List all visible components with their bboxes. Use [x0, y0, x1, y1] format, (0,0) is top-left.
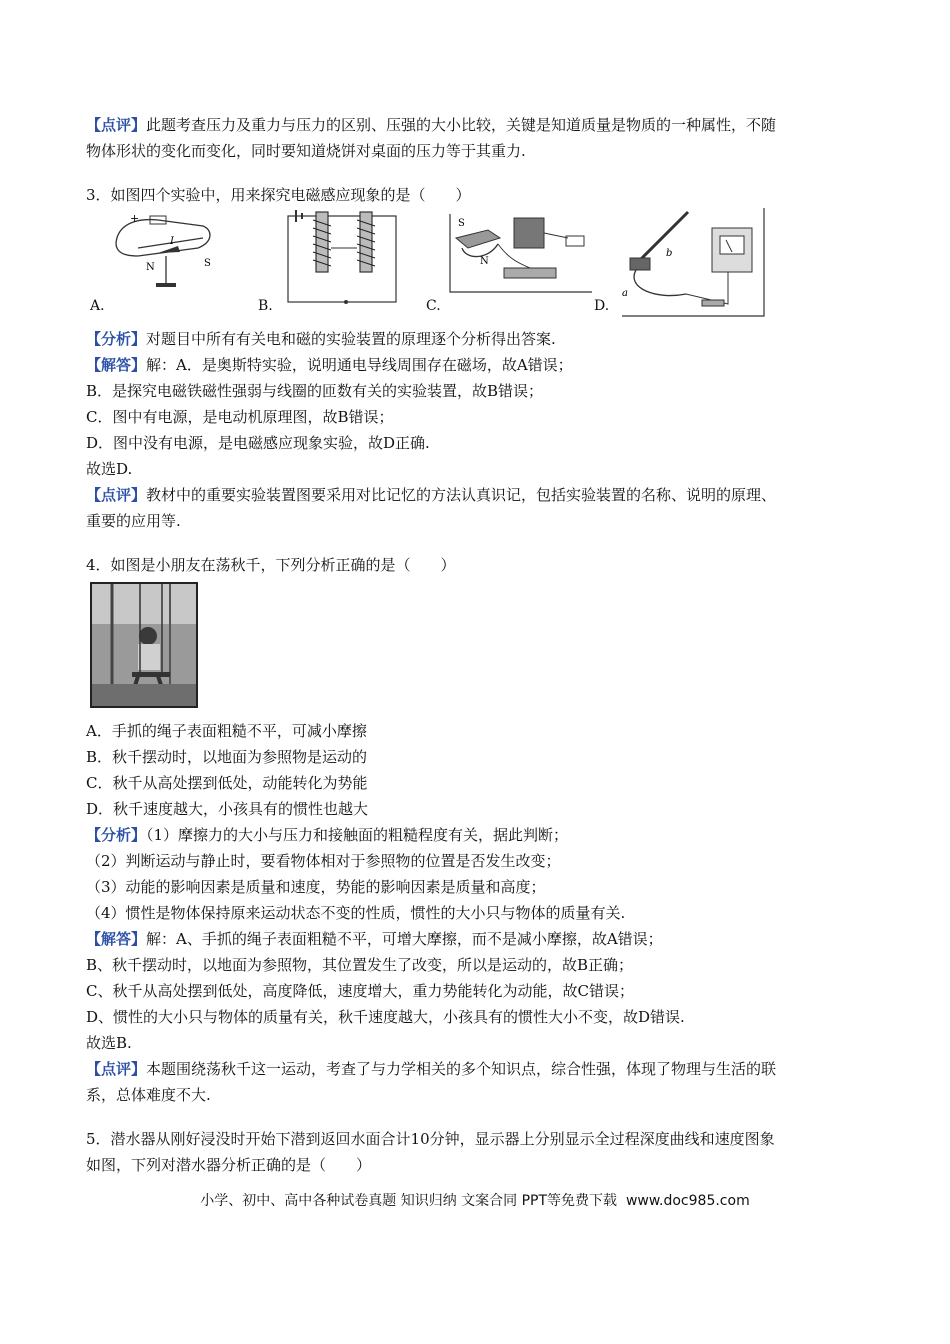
fig-a-current: I: [170, 236, 174, 247]
q4-analysis-line3: （3）动能的影响因素是质量和速度，势能的影响因素是质量和高度；: [86, 878, 546, 896]
analysis-tag: 【分析】: [86, 826, 147, 844]
comment-tag: 【点评】: [86, 116, 147, 134]
q4-option-a: A．手抓的绳子表面粗糙不平，可减小摩擦: [86, 722, 367, 740]
figure-b-electromagnets: [282, 208, 402, 308]
document-body: [86, 112, 866, 1178]
q4-answer-line4: D、惯性的大小只与物体的质量有关，秋千速度越大，小孩具有的惯性大小不变，故D错误.: [86, 1008, 685, 1026]
q4-stem: 4．如图是小朋友在荡秋千，下列分析正确的是（ ）: [86, 556, 456, 574]
q3-answer-line2: B．是探究电磁铁磁性强弱与线圈的匝数有关的实验装置，故B错误；: [86, 382, 544, 400]
figure-label-c: C.: [426, 298, 441, 314]
fig-c-north: N: [480, 256, 489, 267]
q4-comment-line1: 【点评】本题围绕荡秋千这一运动，考查了与力学相关的多个知识点，综合性强，体现了物理与生活的联: [86, 1060, 777, 1078]
q4-answer-line5: 故选B.: [86, 1034, 132, 1052]
page-footer: [0, 1190, 950, 1210]
q3-comment-line2: 重要的应用等.: [86, 512, 181, 530]
q4-answer-line2: B、秋千摆动时，以地面为参照物，其位置发生了改变，所以是运动的，故B正确；: [86, 956, 634, 974]
fig-d-b: b: [666, 248, 673, 259]
q4-analysis-line4: （4）惯性是物体保持原来运动状态不变的性质，惯性的大小只与物体的质量有关.: [86, 904, 626, 922]
q3-answer-line3: C．图中有电源，是电动机原理图，故B错误；: [86, 408, 394, 426]
figure-label-a: A.: [90, 298, 105, 314]
fig-a-plus: +: [130, 212, 140, 225]
q3-answer-line5: 故选D.: [86, 460, 133, 478]
q4-answer-line3: C、秋千从高处摆到低处，高度降低，速度增大，重力势能转化为动能，故C错误；: [86, 982, 634, 1000]
q3-stem: 3．如图四个实验中，用来探究电磁感应现象的是（ ）: [86, 186, 471, 204]
q2-comment-line2: 物体形状的变化而变化，同时要知道烧饼对桌面的压力等于其重力.: [86, 142, 526, 160]
q5-stem-line1: 5．潜水器从刚好浸没时开始下潜到返回水面合计10分钟，显示器上分别显示全过程深度曲线和速度图象: [86, 1130, 775, 1148]
fig-a-south: S: [204, 258, 211, 269]
answer-tag: 【解答】: [86, 356, 147, 374]
fig-a-north: N: [146, 262, 155, 273]
q4-answer-line1: 【解答】解：A、手抓的绳子表面粗糙不平，可增大摩擦，而不是减小摩擦，故A错误；: [86, 930, 663, 948]
q4-option-c: C．秋千从高处摆到低处，动能转化为势能: [86, 774, 368, 792]
footer-text: 小学、初中、高中各种试卷真题 知识归纳 文案合同 PPT等免费下载: [200, 1193, 618, 1209]
swing-photo-image: [92, 584, 196, 706]
q3-figures: [86, 208, 866, 326]
q3-analysis: 【分析】对题目中所有有关电和磁的实验装置的原理逐个分析得出答案.: [86, 330, 556, 348]
figure-d-induction: [616, 208, 766, 320]
q4-option-b: B．秋千摆动时，以地面为参照物是运动的: [86, 748, 368, 766]
q3-answer-line4: D．图中没有电源，是电磁感应现象实验，故D正确.: [86, 434, 430, 452]
q5-stem-line2: 如图，下列对潜水器分析正确的是（ ）: [86, 1156, 372, 1174]
figure-c-motor: [448, 208, 593, 298]
q3-comment-line1: 【点评】教材中的重要实验装置图要采用对比记忆的方法认真识记，包括实验装置的名称、说明的原理、: [86, 486, 777, 504]
comment-tag: 【点评】: [86, 1060, 147, 1078]
q3-answer-line1: 【解答】解：A．是奥斯特实验，说明通电导线周围存在磁场，故A错误；: [86, 356, 573, 374]
figure-label-b: B.: [258, 298, 273, 314]
q4-analysis-line1: 【分析】（1）摩擦力的大小与压力和接触面的粗糙程度有关，据此判断；: [86, 826, 569, 844]
answer-tag: 【解答】: [86, 930, 147, 948]
q4-option-d: D．秋千速度越大，小孩具有的惯性也越大: [86, 800, 369, 818]
figure-label-d: D.: [594, 298, 610, 314]
footer-url[interactable]: www.doc985.com: [625, 1193, 750, 1209]
figure-a-oersted: [108, 208, 218, 308]
swing-photo: [90, 582, 198, 708]
fig-c-south: S: [458, 218, 465, 229]
q2-comment-line1: 【点评】此题考查压力及重力与压力的区别、压强的大小比较，关键是知道质量是物质的一种属性，不随: [86, 116, 777, 134]
analysis-tag: 【分析】: [86, 330, 147, 348]
q4-comment-line2: 系，总体难度不大.: [86, 1086, 211, 1104]
comment-tag: 【点评】: [86, 486, 147, 504]
q4-analysis-line2: （2）判断运动与静止时，要看物体相对于参照物的位置是否发生改变；: [86, 852, 561, 870]
fig-d-a: a: [622, 288, 628, 299]
